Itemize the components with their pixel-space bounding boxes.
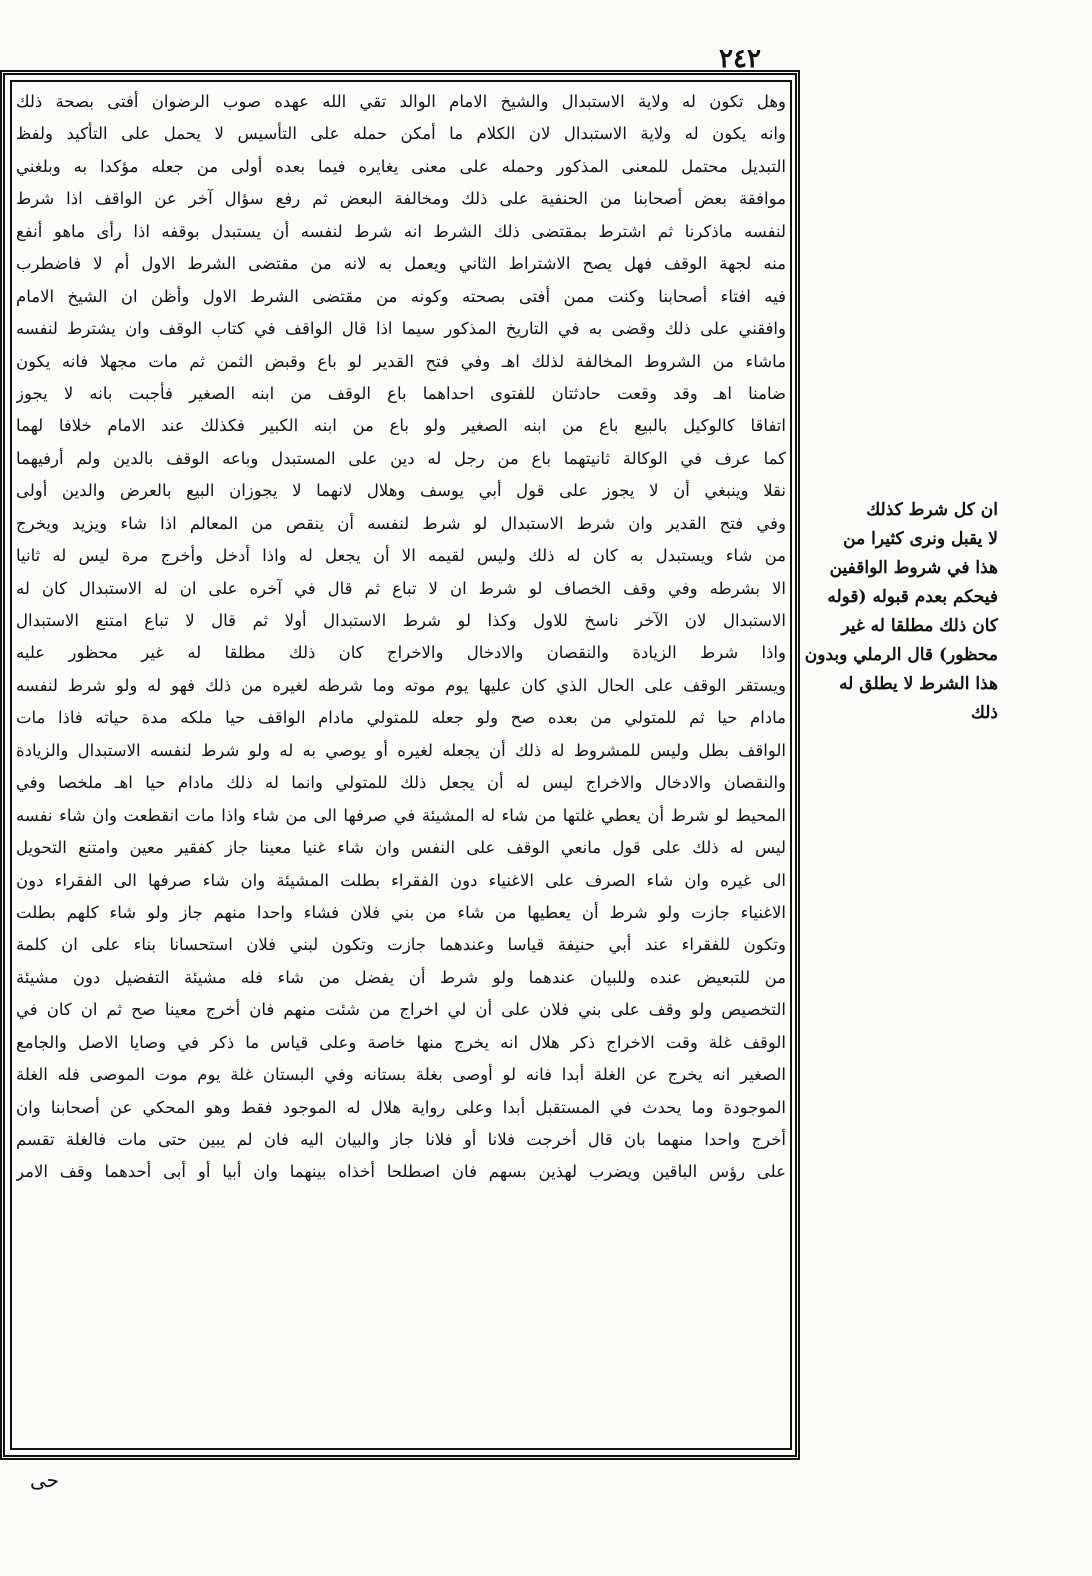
text-line: الاغنياء جازت ولو شرط أن يعطيها من شاء من بني فلان فشاء واحدا منهم جاز ولو شاء كلهم بطلت — [16, 902, 786, 922]
margin-note-line: لا يقبل ونرى كثيرا من — [843, 529, 998, 549]
text-line: أخرج واحدا منهما بان قال أخرجت فلانا أو فلانا جاز والبيان اليه فان لم يبين حتى مات فالغلة تقسم — [16, 1130, 786, 1149]
text-line: اتفاقا كالوكيل بالبيع باع من ابنه الصغير ولو باع من ابنه الكبير فكذلك عند الامام خلافا لهما — [16, 416, 786, 436]
margin-note-line: كان ذلك مطلقا له غير — [841, 616, 998, 636]
text-line: وتكون للفقراء عند أبي حنيفة قياسا وعندهما جازت وتكون لبني فلان استحسانا بناء على ان كلمة — [16, 935, 786, 955]
text-line: على رؤس الباقين ويضرب لهذين بسهم فان اصطلحا أخذاه بينهما وان أبيا أو أبى أحدهما وقف الامر — [16, 1162, 786, 1182]
text-line: الموجودة وما يحدث في المستقبل أبدا وعلى رواية هلال له الموجود فقط وهو المحكي عن أصحابنا وان — [16, 1097, 786, 1117]
margin-note-line: هذا الشرط لا يطلق له — [839, 674, 998, 694]
margin-note-line: فيحكم بعدم قبوله (قوله — [827, 587, 998, 607]
text-line: من للتبعيض عنده وللبيان عندهما ولو شرط أن يفضل من شاء فله مشيئة التفضيل دون مشيئة — [16, 967, 786, 987]
margin-note-line: ذلك — [970, 703, 998, 723]
text-line: وانه يكون له ولاية الاستبدال لان الكلام ما أمكن حمله على التأسيس لا يحمل على التأكيد ولفظ — [16, 124, 786, 144]
text-line: التخصيص ولو وقف على بني فلان على أن لي اخراج من شئت منهم فان أخرج معينا صح ثم ان كان في — [16, 1000, 786, 1020]
text-line: وافقني على ذلك وقضى به في التاريخ المذكور سيما اذا قال الواقف في كتاب الوقف وان يشترط لنفسه — [16, 319, 786, 339]
catchword: حى — [30, 1468, 60, 1492]
text-line: ضامنا اهـ وقد وقعت حادثتان للفتوى احداهما باع الوقف من ابنه الصغير فأجبت بانه لا يجوز — [16, 383, 786, 403]
text-line: الواقف بطل وليس للمشروط له ذلك أن يجعله لغيره أو يوصي به له ولو شرط لنفسه الاستبدال والزيادة — [16, 740, 786, 760]
text-line: مادام حيا ثم للمتولي من بعده صح ولو جعله للمتولي مادام الواقف حيا ملكه مدة حياته فاذا مات — [16, 708, 786, 728]
text-line: ويستقر الوقف على الحال الذي كان عليها يوم موته وما شرطه لغيره من ذلك فهو له ولو شرط لنفسه — [16, 675, 786, 695]
text-line: الا بشرطه وفي وقف الخصاف لو شرط ان لا تباع ثم قال في آخره على ان له الاستبدال كان له — [16, 578, 786, 598]
text-line: المحيط لو شرط أن يعطي غلتها من شاء له المشيئة في صرفها الى من شاء واذا مات انقطعت وان شاء نفسه — [16, 805, 786, 825]
margin-note-line: ان كل شرط كذلك — [866, 500, 998, 520]
text-line: لنفسه ماذكرنا ثم اشترط بمقتضى ذلك الشرط انه شرط لنفسه أن يستبدل بوقفه اذا رأى ماهو أنفع — [16, 221, 786, 241]
main-text-block — [16, 86, 786, 1448]
text-line: وفي فتح القدير وان شرط الاستبدال لو شرط لنفسه أن ينقص من المعالم اذا شاء ويزيد ويخرج — [16, 513, 786, 533]
margin-note — [804, 496, 998, 728]
text-line: الصغير انه يخرج عن الغلة أبدا فانه لو أوصى بغلة بستانه وفي البستان غلة يوم موت الموصى فله الغلة — [16, 1065, 786, 1085]
text-line: الوقف غلة وقت الاخراج ذكر هلال انه يخرج منها خاصة وعلى قياس ما ذكر في وصايا الاصل والجامع — [16, 1032, 786, 1052]
text-line: منه لجهة الوقف فهل يصح الاشتراط الثاني ويعمل به لانه من مقتضى الشرط الاول أم لا فاضطرب — [16, 254, 786, 274]
text-line: موافقة بعض أصحابنا من الحنفية على ذلك ومخالفة البعض ثم رفع سؤال آخر عن الواقف اذا شرط — [16, 189, 786, 209]
text-line: فيه افتاء أصحابنا وكنت ممن أفتى بصحته وكونه من مقتضى الشرط الاول وأظن ان الشيخ الامام — [16, 286, 786, 306]
text-line: الاستبدال لان الآخر ناسخ للاول وكذا لو شرط الاستبدال أولا ثم قال لا تباع امتنع الاستبدال — [16, 611, 786, 630]
text-line: الى غيره وان شاء الصرف على الاغنياء دون الفقراء بطلت المشيئة وان شاء صرفها الى الفقراء دون — [16, 870, 786, 890]
margin-note-line: هذا في شروط الواقفين — [829, 558, 998, 578]
text-line: التبديل محتمل للمعنى المذكور وحمله على معنى يغايره فيما بعده أولى من جعله مؤكدا به وبلغني — [16, 156, 786, 176]
text-line: وهل تكون له ولاية الاستبدال والشيخ الامام الوالد تقي الله عهده صوب الرضوان أفتى بصحة ذلك — [16, 92, 786, 111]
text-line: ليس له ذلك على قول مانعي الوقف على النفس وان شاء غنيا معينا جاز كفقير معين وامتنع التحويل — [16, 838, 786, 858]
text-line: ماشاء من الشروط المخالفة لذلك اهـ وفي فتح القدير لو باع وقبض الثمن ثم مات مجهلا فانه يكون — [16, 351, 786, 371]
text-line: كما عرف في الوكالة ثانيتهما باع من رجل له دين على المستبدل وباعه الوقف بالدين ولم أرفيهما — [16, 448, 786, 468]
margin-note-line: محظور) قال الرملي وبدون — [804, 645, 998, 665]
text-line: واذا شرط الزيادة والنقصان والادخال والاخراج كان ذلك مطلقا له غير محظور عليه — [16, 643, 786, 663]
text-line: والنقصان والادخال والاخراج ليس له أن يجعل ذلك للمتولي وانما له ذلك مادام حيا اهـ ملخصا وفي — [16, 773, 786, 793]
text-line: نقلا وينبغي أن لا يجوز على قول أبي يوسف وهلال لانهما لا يجوزان البيع بالعرض والدين أولى — [16, 481, 786, 501]
text-line: من شاء ويستبدل به كان له ذلك وليس لقيمه الا أن يجعل له واذا أدخل وأخرج مرة ليس له ثانيا — [16, 546, 786, 566]
page-number: ٢٤٢ — [719, 44, 761, 74]
